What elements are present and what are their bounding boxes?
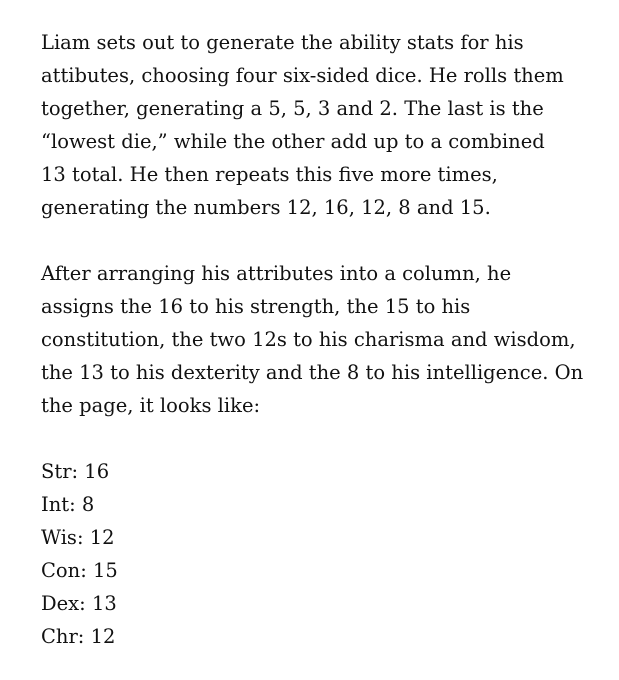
attribute-dexterity: Dex: 13 bbox=[41, 592, 117, 615]
attribute-constitution: Con: 15 bbox=[41, 559, 118, 582]
paragraph-dice-rolling bbox=[41, 26, 601, 224]
text-line: attibutes, choosing four six-sided dice. He rolls them bbox=[41, 64, 564, 87]
text-line: Liam sets out to generate the ability stats for his bbox=[41, 31, 524, 54]
paragraph-assigning-attributes bbox=[41, 257, 601, 422]
attribute-list bbox=[41, 455, 601, 653]
attribute-charisma: Chr: 12 bbox=[41, 625, 116, 648]
text-line: together, generating a 5, 5, 3 and 2. The last is the bbox=[41, 97, 544, 120]
attribute-wisdom: Wis: 12 bbox=[41, 526, 115, 549]
text-line: 13 total. He then repeats this five more times, bbox=[41, 163, 498, 186]
text-line: “lowest die,” while the other add up to a combined bbox=[41, 130, 545, 153]
text-line: After arranging his attributes into a column, he bbox=[41, 262, 512, 285]
attribute-intelligence: Int: 8 bbox=[41, 493, 95, 516]
document-body bbox=[41, 26, 601, 653]
text-line: constitution, the two 12s to his charisma and wisdom, bbox=[41, 328, 576, 351]
text-line: the page, it looks like: bbox=[41, 394, 261, 417]
text-line: assigns the 16 to his strength, the 15 to his bbox=[41, 295, 471, 318]
text-line: the 13 to his dexterity and the 8 to his intelligence. On bbox=[41, 361, 584, 384]
text-line: generating the numbers 12, 16, 12, 8 and 15. bbox=[41, 196, 491, 219]
attribute-strength: Str: 16 bbox=[41, 460, 110, 483]
